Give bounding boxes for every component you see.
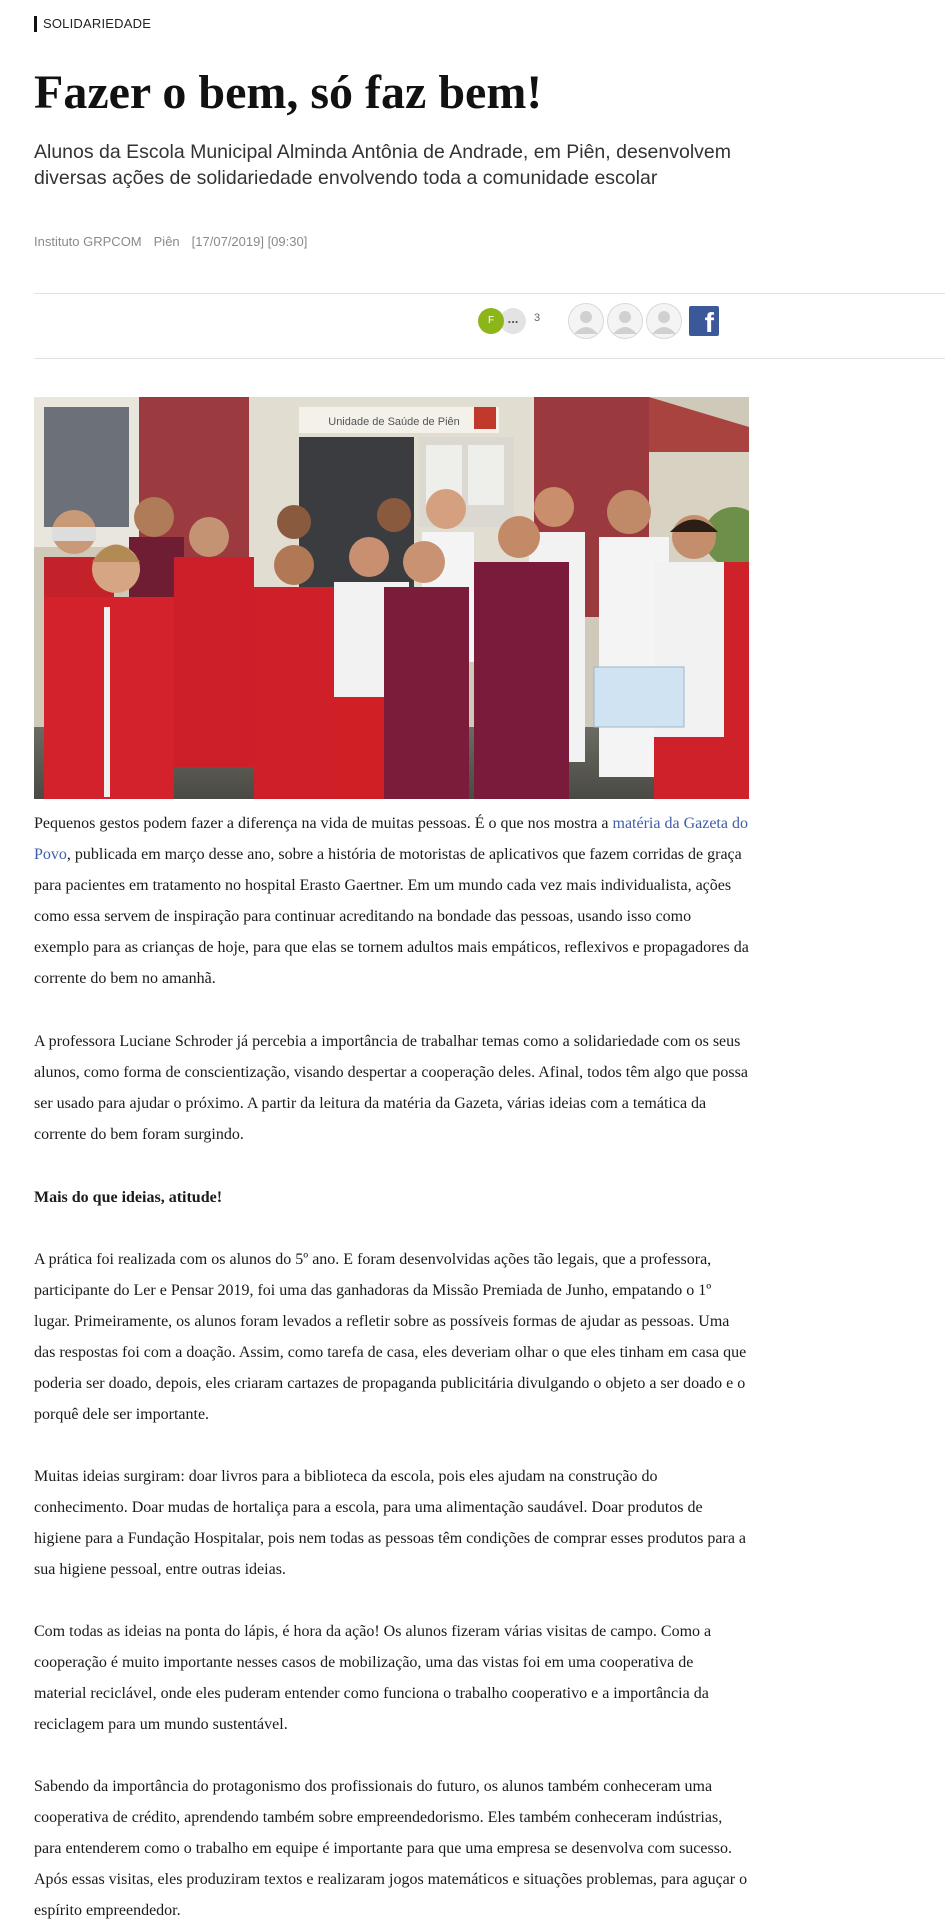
article-paragraph-6 xyxy=(34,1771,749,1921)
section-label[interactable]: SOLIDARIEDADE xyxy=(34,16,151,32)
article-paragraph-3 xyxy=(34,1244,749,1430)
share-bar xyxy=(478,302,738,338)
article-location: Piên xyxy=(153,234,180,249)
user-avatar-icon[interactable] xyxy=(568,303,604,339)
paragraph-1-text-end: , publicada em março desse ano, sobre a história de motoristas de aplicativos que fazem corridas de graça para pacientes em tratamento no hospital Erasto Gaertner. Em um mundo cada vez mais individualista, ações como essa servem de inspiração para continuar acreditando na bondade das pessoas, usando isso como exemplo para as crianças de hoje, para que elas se tornem adultos mais empáticos, reflexivos e propagadores da corrente do bem no amanhã. xyxy=(34,846,749,987)
user-avatar-icon[interactable] xyxy=(607,303,643,339)
paragraph-1-text-start: Pequenos gestos podem fazer a diferença na vida de muitas pessoas. É o que nos mostra a xyxy=(34,815,613,832)
facebook-icon[interactable] xyxy=(689,306,719,336)
paragraph-2-text: A professora Luciane Schroder já percebia a importância de trabalhar temas como a solidariedade com os seus alunos, como forma de conscientização, visando despertar a cooperação deles. Afinal, todos têm algo que possa ser usado para ajudar o próximo. A partir da leitura da matéria da Gazeta, várias ideias com a temática da corrente do bem foram surgindo. xyxy=(34,1033,748,1143)
photo-sign-text: Unidade de Saúde de Piên xyxy=(328,416,460,428)
facebook-letter: f xyxy=(704,307,714,338)
share-count: 3 xyxy=(534,312,541,324)
divider-bottom xyxy=(34,358,945,359)
article-meta xyxy=(34,233,307,251)
article-paragraph-4 xyxy=(34,1461,749,1585)
article-author: Instituto GRPCOM xyxy=(34,234,142,249)
divider-top xyxy=(34,293,945,294)
article-photo xyxy=(34,397,749,799)
article-paragraph-5 xyxy=(34,1616,749,1740)
students-photo-illustration xyxy=(34,397,749,799)
article-subheading: Mais do que ideias, atitude! xyxy=(34,1189,223,1206)
more-friends-button[interactable]: ... xyxy=(500,308,526,334)
article-subtitle: Alunos da Escola Municipal Alminda Antônia de Andrade, em Piên, desenvolvem diversas ações de solidariedade envolvendo toda a comunidade escolar xyxy=(34,141,732,189)
article-title: Fazer o bem, só faz bem! xyxy=(34,66,543,119)
friend-avatar[interactable]: F xyxy=(478,308,504,334)
paragraph-5-text: Com todas as ideias na ponta do lápis, é hora da ação! Os alunos fizeram várias visitas de campo. Como a cooperação é muito importante nesses casos de mobilização, uma das vistas foi em uma cooperativa de material reciclável, onde eles puderam entender como funciona o trabalho cooperativo e a importância da reciclagem para um mundo sustentável. xyxy=(34,1623,712,1733)
article-paragraph-1 xyxy=(34,808,749,994)
article-datetime: [17/07/2019] [09:30] xyxy=(191,234,308,249)
user-avatar-icon[interactable] xyxy=(646,303,682,339)
article-paragraph-2 xyxy=(34,1026,749,1150)
paragraph-3-text: A prática foi realizada com os alunos do 5º ano. E foram desenvolvidas ações tão legais, que a professora, participante do Ler e Pensar 2019, foi uma das ganhadoras da Missão Premiada de Junho, empatando o 1º lugar. Primeiramente, os alunos foram levados a refletir sobre as possíveis formas de ajudar as pessoas. Uma das respostas foi com a doação. Assim, como tarefa de casa, eles deveriam olhar o que eles tinham em casa que poderia ser doado, depois, eles criaram cartazes de propaganda publicitária divulgando o objeto a ser doado e o porquê dele ser importante. xyxy=(34,1251,747,1423)
paragraph-6-text: Sabendo da importância do protagonismo dos profissionais do futuro, os alunos também conheceram uma cooperativa de crédito, aprendendo também sobre empreendedorismo. Eles também conheceram indústrias, para entenderem como o trabalho em equipe é importante para que uma empresa se desenvolva com sucesso. Após essas visitas, eles produziram textos e realizaram jogos matemáticos e situações problemas, para aguçar o espírito empreendedor. xyxy=(34,1778,748,1919)
paragraph-4-text: Muitas ideias surgiram: doar livros para a biblioteca da escola, pois eles ajudam na construção do conhecimento. Doar mudas de hortaliça para a escola, para uma alimentação saudável. Doar produtos de higiene para a Fundação Hospitalar, pois nem todas as pessoas têm condições de comprar esses produtos para a sua higiene pessoal, entre outras ideias. xyxy=(34,1468,747,1578)
gazeta-article-link[interactable]: matéria da Gazeta do Povo xyxy=(34,815,748,863)
